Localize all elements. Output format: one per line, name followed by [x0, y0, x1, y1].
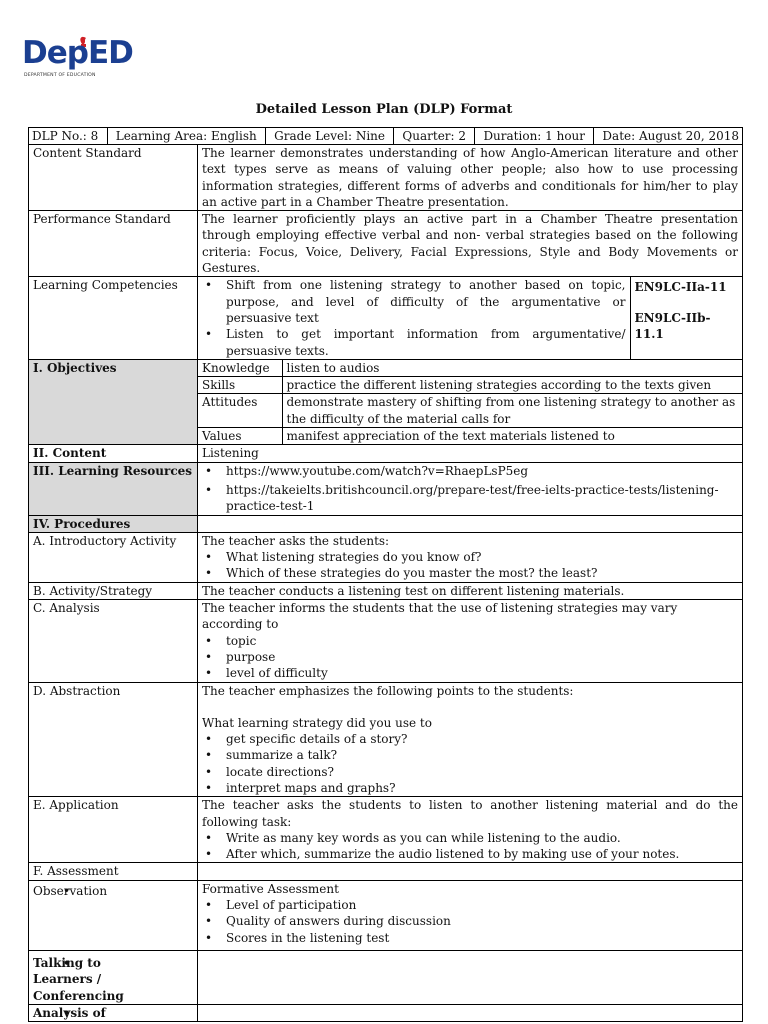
application-row: [29, 797, 743, 863]
list-item: • interpret maps and graphs?: [202, 780, 738, 796]
objective-key: Skills: [198, 377, 282, 394]
procedures-label: IV. Procedures: [29, 515, 198, 532]
list-item: • level of difficulty: [202, 665, 738, 681]
abstraction-label: D. Abstraction: [29, 682, 198, 797]
list-item: • locate directions?: [202, 764, 738, 780]
list-item: • get specific details of a story?: [202, 731, 738, 747]
introductory-row: [29, 532, 743, 582]
grade-level: Grade Level: Nine: [274, 128, 386, 143]
assessment-row: [29, 863, 743, 880]
learning-area: Learning Area: English: [115, 128, 257, 143]
dlp-number: DLP No.: 8: [32, 128, 99, 143]
performance-standard-row: [29, 211, 743, 277]
resource-link[interactable]: • https://www.youtube.com/watch?v=RhaepLsP5eg: [202, 463, 738, 479]
objective-value: manifest appreciation of the text materials listened to: [282, 428, 743, 445]
objectives-label: I. Objectives: [29, 359, 198, 444]
observation-row: [29, 880, 743, 950]
competency-code: EN9LC-IIa-11: [634, 280, 727, 295]
talking-label: • Talking to Learners / Conferencing: [29, 950, 198, 1004]
analysis-row: [29, 600, 743, 682]
list-item: • Quality of answers during discussion: [202, 913, 738, 929]
date: Date: August 20, 2018: [602, 128, 740, 143]
performance-standard-label: Performance Standard: [29, 211, 198, 277]
objective-value: demonstrate mastery of shifting from one listening strategy to another as the difficulty of the material calls for: [282, 394, 743, 428]
application-intro: The teacher asks the students to listen to another listening material and do the following task:: [202, 798, 739, 829]
duration: Duration: 1 hour: [483, 128, 586, 143]
list-item: • After which, summarize the audio listened to by making use of your notes.: [202, 846, 738, 862]
list-item: • purpose: [202, 649, 738, 665]
competency-item: • Shift from one listening strategy to another based on topic, purpose, and level of difficulty of the argumentative or persuasive text: [202, 277, 626, 326]
page-title: Detailed Lesson Plan (DLP) Format: [255, 102, 513, 117]
content-standard-text: The learner demonstrates understanding of how Anglo-American literature and other text types serve as means of valuing other people; also how to use processing information strategies, different forms of adverbs and conditionals for him/her to play an active part in a Chamber Theatre presentation.: [198, 145, 743, 211]
content-standard-row: [29, 145, 743, 211]
activity-label: B. Activity/Strategy: [29, 582, 198, 599]
lesson-plan-table: [28, 127, 743, 1022]
content-standard-label: Content Standard: [29, 145, 198, 211]
content-value: Listening: [198, 445, 743, 462]
procedures-row: [29, 515, 743, 532]
objective-key: Attitudes: [198, 394, 282, 428]
competency-code: EN9LC-IIb-11.1: [634, 310, 711, 341]
objective-key: Knowledge: [198, 360, 282, 377]
list-item: • What listening strategies do you know of?: [202, 549, 738, 565]
activity-row: [29, 582, 743, 599]
analysis-of-label: • Analysis of: [29, 1004, 198, 1021]
analysis-label: C. Analysis: [29, 600, 198, 682]
quarter: Quarter: 2: [402, 128, 467, 143]
resources-label: III. Learning Resources: [29, 462, 198, 515]
resource-link[interactable]: • https://takeielts.britishcouncil.org/prepare-test/free-ielts-practice-tests/listening-practice-test-1: [202, 482, 738, 515]
analysis-intro: The teacher informs the students that the use of listening strategies may vary according to: [202, 601, 678, 632]
observation-label: • Observation: [29, 880, 198, 950]
objective-value: listen to audios: [282, 360, 743, 377]
list-item: • summarize a talk?: [202, 747, 738, 763]
introductory-label: A. Introductory Activity: [29, 532, 198, 582]
application-label: E. Application: [29, 797, 198, 863]
abstraction-intro: The teacher emphasizes the following points to the students:: [202, 683, 574, 698]
header-row: [29, 128, 743, 145]
competency-item: • Listen to get important information from argumentative/ persuasive texts.: [202, 326, 626, 359]
objective-value: practice the different listening strategies according to the texts given: [282, 377, 743, 394]
performance-standard-text: The learner proficiently plays an active part in a Chamber Theatre presentation through employing effective verbal and non- verbal strategies based on the following criteria: Focus, Voice, Delivery, Facial Expressions, Style and Body Movements or Gestures.: [198, 211, 743, 277]
deped-logo: [22, 36, 132, 84]
learning-competencies-row: [29, 277, 743, 359]
analysis-of-row: [29, 1004, 743, 1021]
list-item: • Level of participation: [202, 897, 738, 913]
resources-row: [29, 462, 743, 515]
abstraction-question: What learning strategy did you use to: [202, 715, 432, 730]
content-label: II. Content: [29, 445, 198, 462]
learning-competencies-label: Learning Competencies: [29, 277, 198, 359]
abstraction-row: [29, 682, 743, 797]
list-item: • Scores in the listening test: [202, 930, 738, 946]
content-row: [29, 445, 743, 462]
list-item: • topic: [202, 633, 738, 649]
logo-subtitle: DEPARTMENT OF EDUCATION: [24, 73, 96, 78]
list-item: • Write as many key words as you can while listening to the audio.: [202, 830, 738, 846]
observation-intro: Formative Assessment: [202, 881, 339, 896]
objective-key: Values: [198, 428, 282, 445]
talking-row: [29, 950, 743, 1004]
list-item: • Which of these strategies do you master the most? the least?: [202, 565, 738, 581]
assessment-label: F. Assessment: [29, 863, 198, 880]
logo-wordmark: DepED: [22, 35, 133, 71]
introductory-intro: The teacher asks the students:: [202, 533, 390, 548]
activity-text: The teacher conducts a listening test on different listening materials.: [198, 582, 743, 599]
objectives-row: [29, 359, 743, 444]
